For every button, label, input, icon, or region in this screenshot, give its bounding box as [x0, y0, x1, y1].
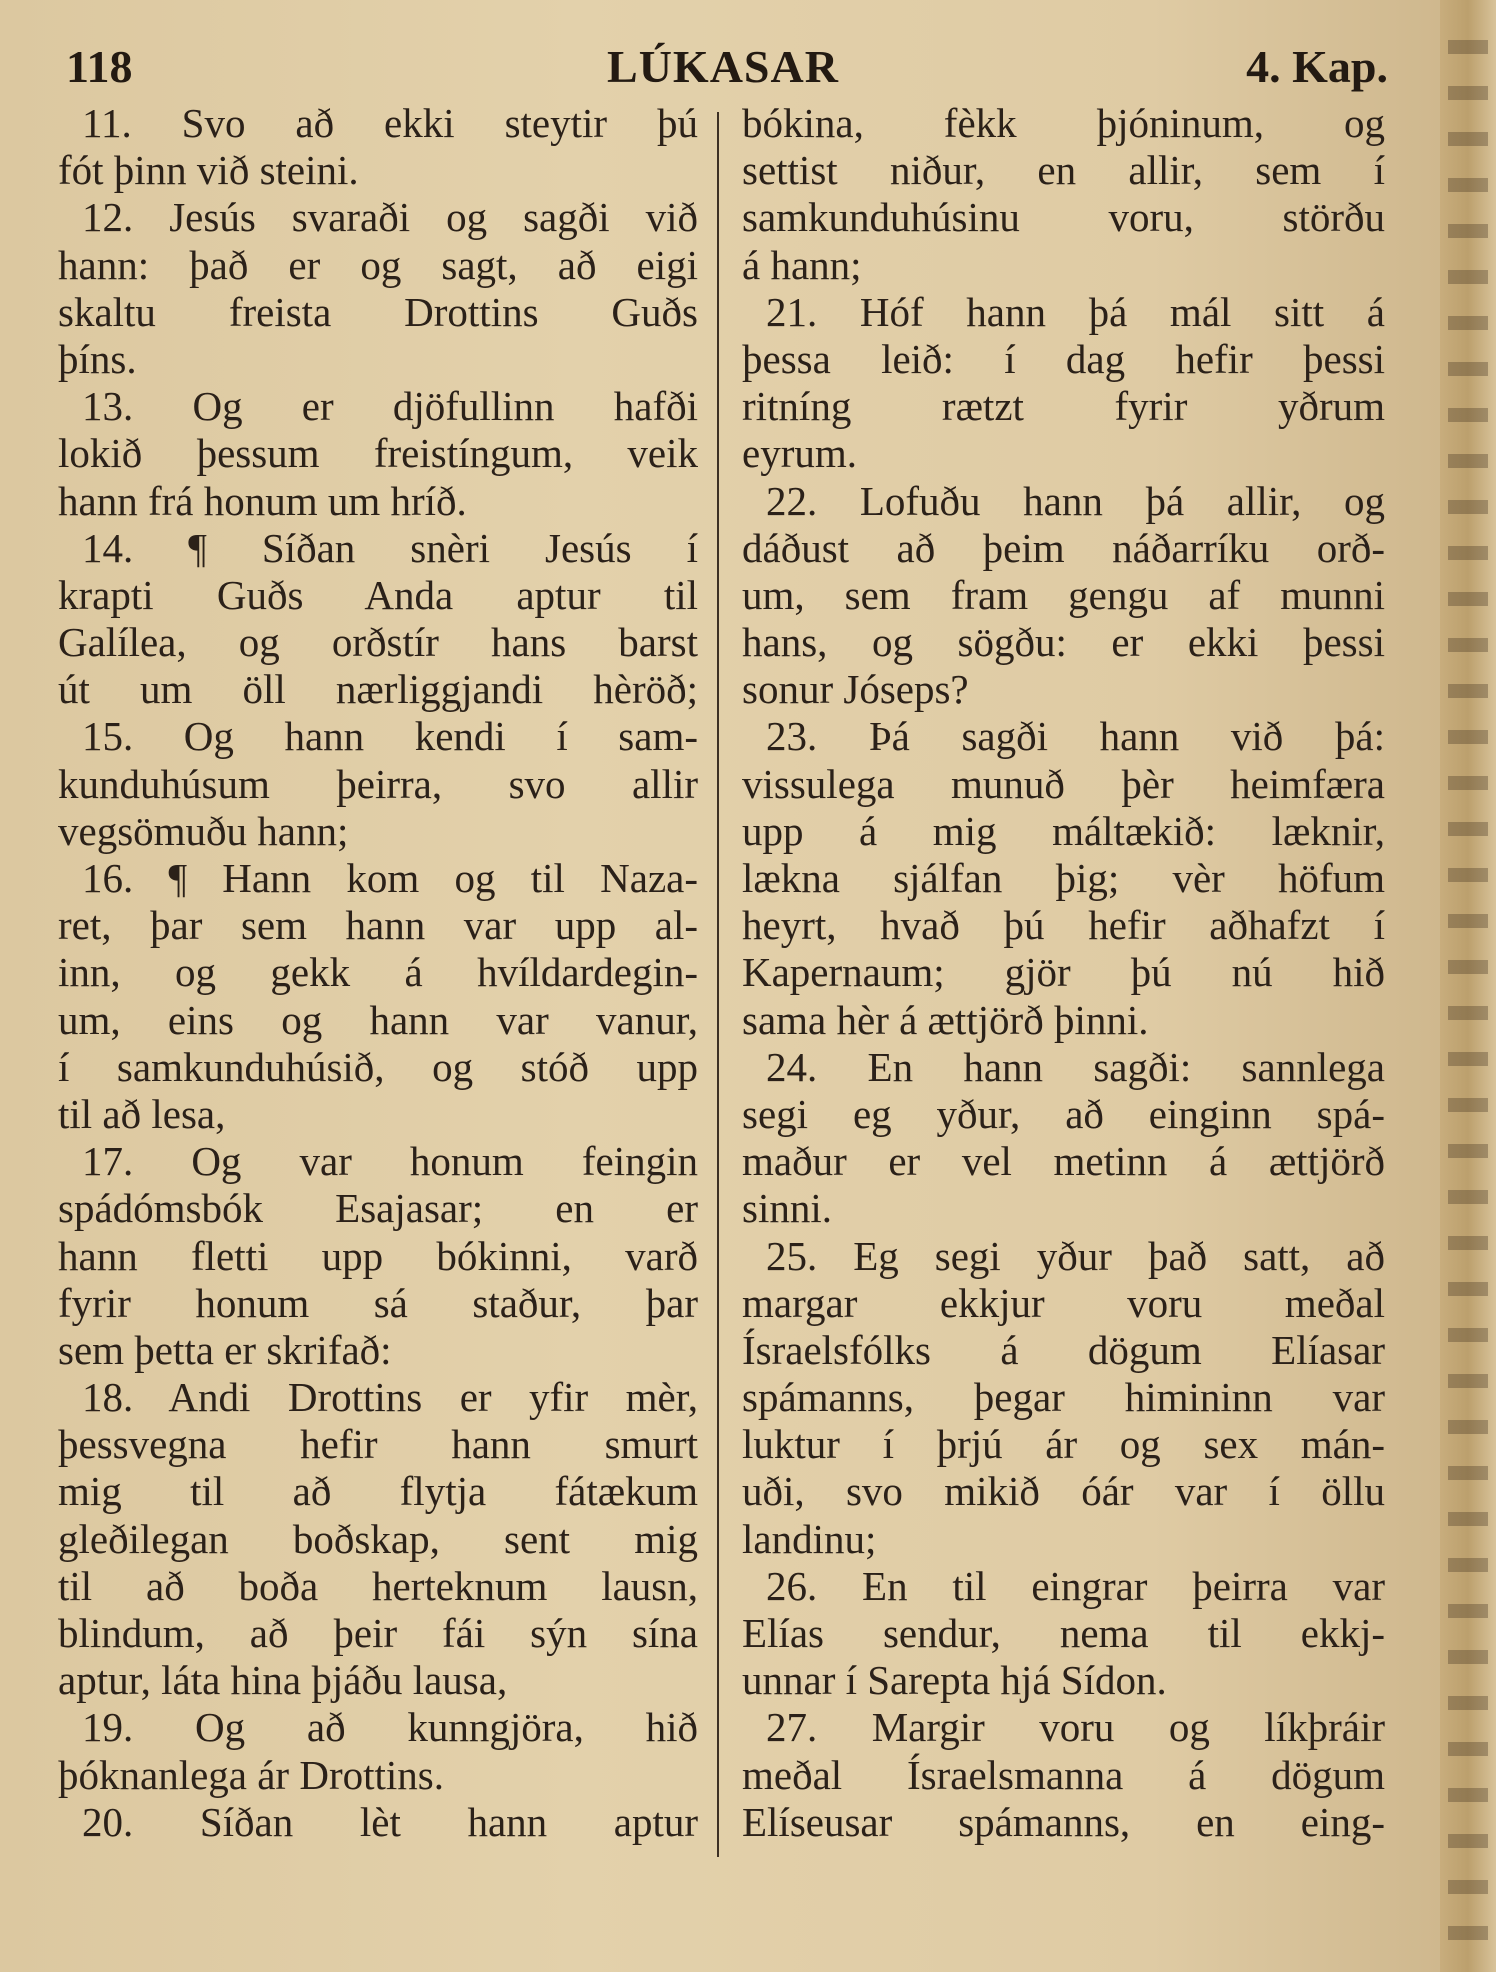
- text-line: 13. Og er djöfullinn hafði: [82, 383, 698, 430]
- text-line: luktur í þrjú ár og sex mán-: [742, 1421, 1385, 1468]
- column-divider: [717, 112, 719, 1857]
- text-line: sonur Jóseps?: [742, 666, 969, 713]
- text-line: 12. Jesús svaraði og sagði við: [82, 194, 698, 241]
- text-line: hann fletti upp bókinni, varð: [58, 1232, 698, 1279]
- text-line: sem þetta er skrifað:: [58, 1326, 392, 1373]
- left-text-column: [58, 100, 698, 1846]
- text-line: Galílea, og orðstír hans barst: [58, 619, 698, 666]
- text-line: spámanns, þegar himininn var: [742, 1374, 1385, 1421]
- text-line: um, sem fram gengu af munni: [742, 571, 1385, 618]
- chapter-label: 4. Kap.: [1246, 41, 1388, 92]
- text-line: lækna sjálfan þig; vèr höfum: [742, 855, 1385, 901]
- text-line: gleðilegan boðskap, sent mig: [58, 1515, 698, 1562]
- text-line: hans, og sögðu: er ekki þessi: [742, 619, 1385, 666]
- text-line: landinu;: [742, 1515, 877, 1562]
- text-line: vegsömuðu hann;: [58, 807, 349, 854]
- text-line: segi eg yður, að einginn spá-: [742, 1090, 1385, 1137]
- text-line: 20. Síðan lèt hann aptur: [82, 1798, 698, 1845]
- text-line: ritníng rætzt fyrir yðrum: [742, 383, 1385, 430]
- right-text-column: [742, 100, 1385, 1846]
- text-line: fyrir honum sá staður, þar: [58, 1279, 698, 1326]
- text-line: hann frá honum um hríð.: [58, 477, 467, 524]
- text-line: dáðust að þeim náðarríku orð-: [742, 524, 1385, 571]
- text-line: til að boða herteknum lausn,: [58, 1562, 698, 1609]
- text-line: spádómsbók Esajasar; en er: [58, 1185, 698, 1232]
- text-line: fót þinn við steini.: [58, 147, 359, 194]
- text-line: Kapernaum; gjör þú nú hið: [742, 949, 1385, 996]
- text-line: inn, og gekk á hvíldardegin-: [58, 949, 698, 996]
- text-line: maður er vel metinn á ættjörð: [742, 1138, 1385, 1185]
- text-line: 17. Og var honum feingin: [82, 1138, 698, 1185]
- text-line: Ísraelsfólks á dögum Elíasar: [742, 1326, 1385, 1373]
- text-line: 25. Eg segi yður það satt, að: [766, 1232, 1385, 1279]
- text-line: heyrt, hvað þú hefir aðhafzt í: [742, 902, 1385, 949]
- text-line: 18. Andi Drottins er yfir mèr,: [82, 1374, 698, 1421]
- text-line: unnar í Sarepta hjá Sídon.: [742, 1657, 1167, 1704]
- text-line: 21. Hóf hann þá mál sitt á: [766, 288, 1385, 335]
- text-line: kunduhúsum þeirra, svo allir: [58, 760, 698, 807]
- text-line: mig til að flytja fátækum: [58, 1468, 698, 1515]
- text-line: settist niður, en allir, sem í: [742, 147, 1385, 194]
- text-line: hann: það er og sagt, að eigi: [58, 241, 698, 288]
- adjacent-page-text-strip: [1448, 40, 1488, 1940]
- text-line: blindum, að þeir fái sýn sína: [58, 1610, 698, 1656]
- text-line: 27. Margir voru og líkþráir: [766, 1704, 1385, 1751]
- text-line: um, eins og hann var vanur,: [58, 996, 698, 1043]
- text-line: til að lesa,: [58, 1090, 226, 1137]
- text-line: krapti Guðs Anda aptur til: [58, 571, 698, 618]
- text-line: 11. Svo að ekki steytir þú: [82, 100, 698, 146]
- running-header: [58, 40, 1388, 100]
- text-line: lokið þessum freistíngum, veik: [58, 430, 698, 477]
- text-line: bókina, fèkk þjóninum, og: [742, 100, 1385, 146]
- text-line: 16. ¶ Hann kom og til Naza-: [82, 855, 698, 901]
- text-line: í samkunduhúsið, og stóð upp: [58, 1043, 698, 1090]
- text-line: á hann;: [742, 241, 862, 288]
- text-line: 23. Þá sagði hann við þá:: [766, 713, 1385, 760]
- page-number: 118: [66, 41, 133, 92]
- text-line: vissulega munuð þèr heimfæra: [742, 760, 1385, 807]
- text-line: þessvegna hefir hann smurt: [58, 1421, 698, 1468]
- text-line: þíns.: [58, 335, 137, 382]
- text-line: 19. Og að kunngjöra, hið: [82, 1704, 698, 1751]
- text-line: 22. Lofuðu hann þá allir, og: [766, 477, 1385, 524]
- text-line: meðal Ísraelsmanna á dögum: [742, 1751, 1385, 1798]
- text-line: upp á mig máltækið: læknir,: [742, 807, 1385, 854]
- adjacent-page-edge: [1440, 0, 1496, 1972]
- text-line: margar ekkjur voru meðal: [742, 1279, 1385, 1326]
- text-line: 15. Og hann kendi í sam-: [82, 713, 698, 760]
- text-line: sama hèr á ættjörð þinni.: [742, 996, 1149, 1043]
- text-line: þóknanlega ár Drottins.: [58, 1751, 444, 1798]
- text-line: skaltu freista Drottins Guðs: [58, 288, 698, 335]
- text-line: út um öll nærliggjandi hèröð;: [58, 666, 698, 713]
- text-line: Elíseusar spámanns, en eing-: [742, 1798, 1385, 1845]
- text-line: 24. En hann sagði: sannlega: [766, 1043, 1385, 1090]
- text-line: samkunduhúsinu voru, störðu: [742, 194, 1385, 241]
- text-line: uði, svo mikið óár var í öllu: [742, 1468, 1385, 1515]
- text-line: 26. En til eingrar þeirra var: [766, 1562, 1385, 1609]
- text-line: aptur, láta hina þjáðu lausa,: [58, 1657, 508, 1704]
- text-line: þessa leið: í dag hefir þessi: [742, 335, 1385, 382]
- text-line: eyrum.: [742, 430, 857, 477]
- text-line: Elías sendur, nema til ekkj-: [742, 1610, 1385, 1656]
- book-title: LÚKASAR: [607, 41, 839, 92]
- text-line: ret, þar sem hann var upp al-: [58, 902, 698, 949]
- text-line: sinni.: [742, 1185, 832, 1232]
- text-line: 14. ¶ Síðan snèri Jesús í: [82, 524, 698, 571]
